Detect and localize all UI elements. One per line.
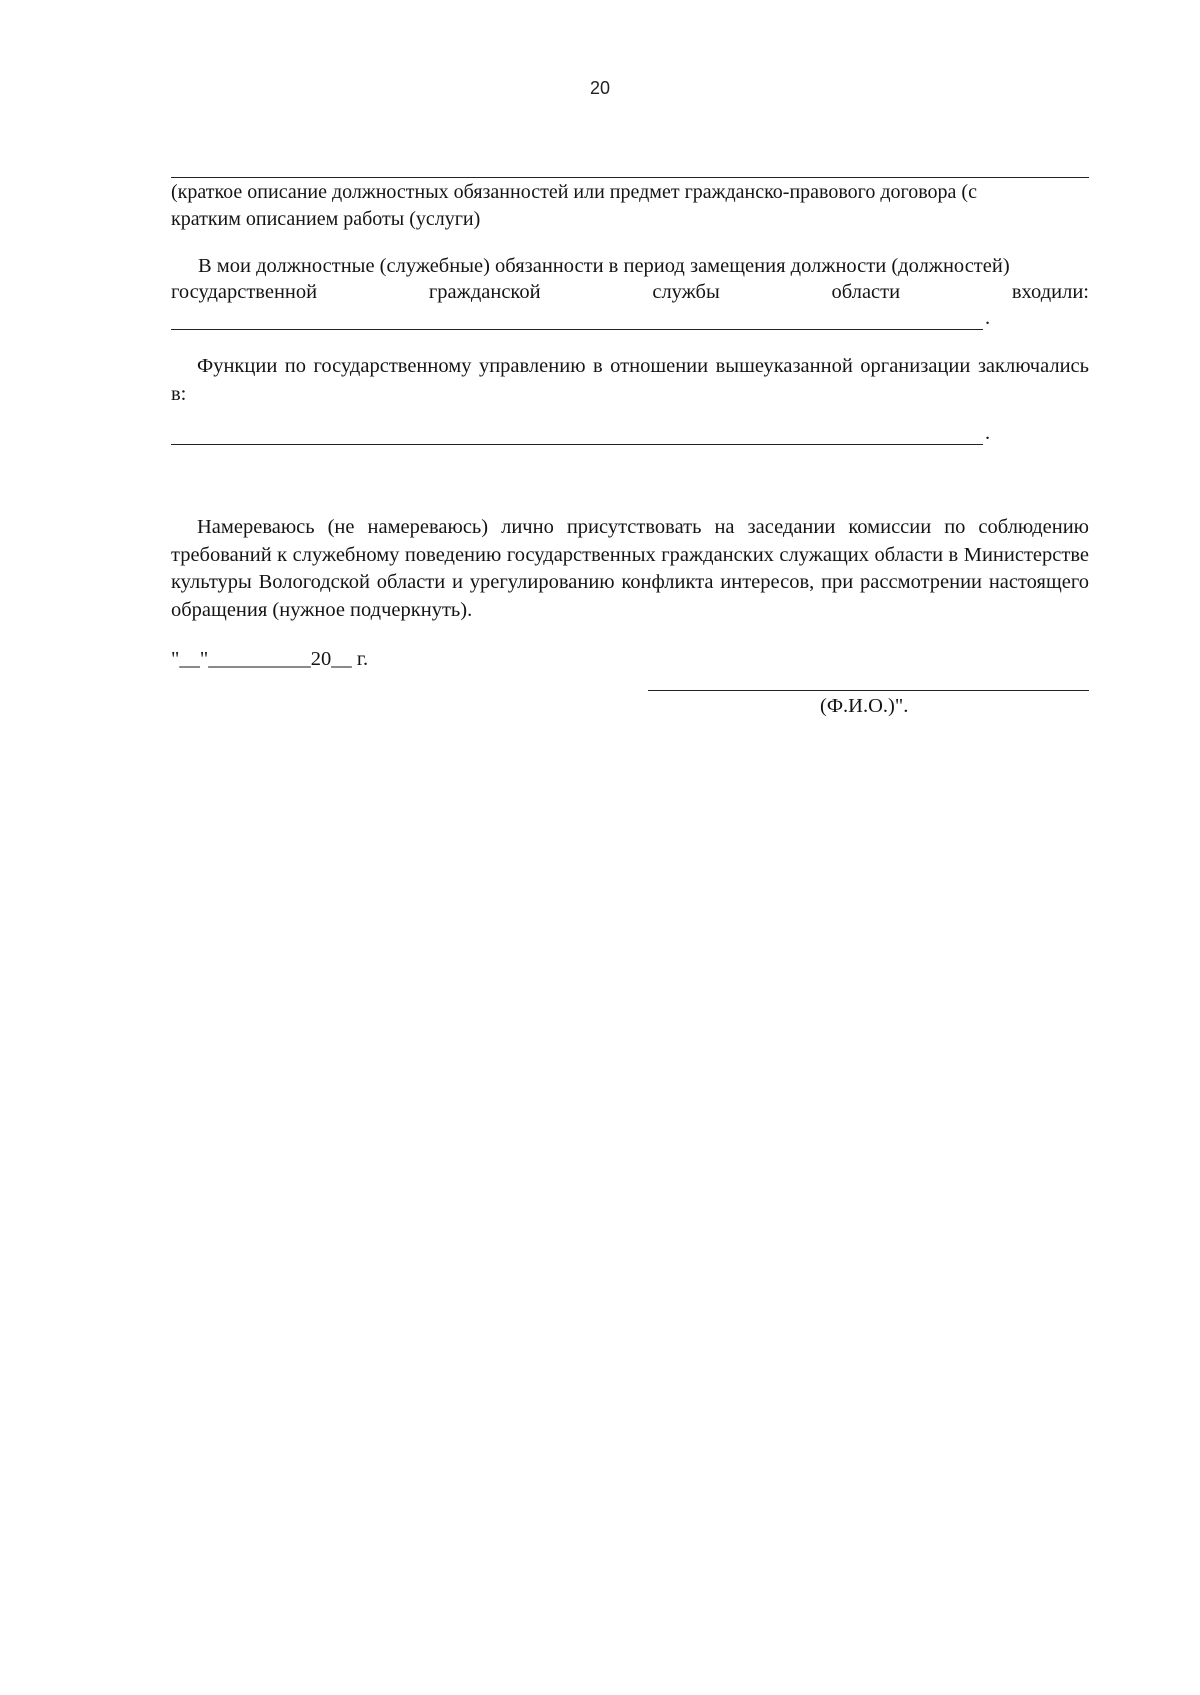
description-caption-line2: кратким описанием работы (услуги) bbox=[171, 208, 481, 230]
functions-paragraph: Функции по государственному управлению в отношении вышеуказанной организации заключались в: bbox=[171, 355, 1089, 405]
functions-blank-end: . bbox=[985, 422, 991, 444]
duties-paragraph-line1: В мои должностные (служебные) обязанности в период замещения должности (должностей) bbox=[198, 255, 1010, 277]
duties-blank-end: . bbox=[985, 307, 991, 329]
signature-line bbox=[648, 690, 1089, 691]
page-number: 20 bbox=[589, 78, 611, 98]
date-line: "__"__________20__ г. bbox=[171, 648, 369, 670]
signature-caption: (Ф.И.О.)". bbox=[820, 695, 909, 717]
intention-paragraph: Намереваюсь (не намереваюсь) лично присутствовать на заседании комиссии по соблюдению требований к служебному поведению государственных гражданских служащих области в Министерстве культуры Вологодской области и урегулированию конфликта интересов, при рассмотрении настоящего обращения (нужное подчеркнуть). bbox=[171, 516, 1089, 621]
description-caption-line1: (краткое описание должностных обязанностей или предмет гражданско-правового договора (с bbox=[171, 181, 977, 203]
functions-blank-line bbox=[171, 444, 983, 445]
duties-blank-line bbox=[171, 329, 983, 330]
duties-paragraph-line2: государственной гражданской службы области входили: bbox=[171, 281, 1089, 303]
